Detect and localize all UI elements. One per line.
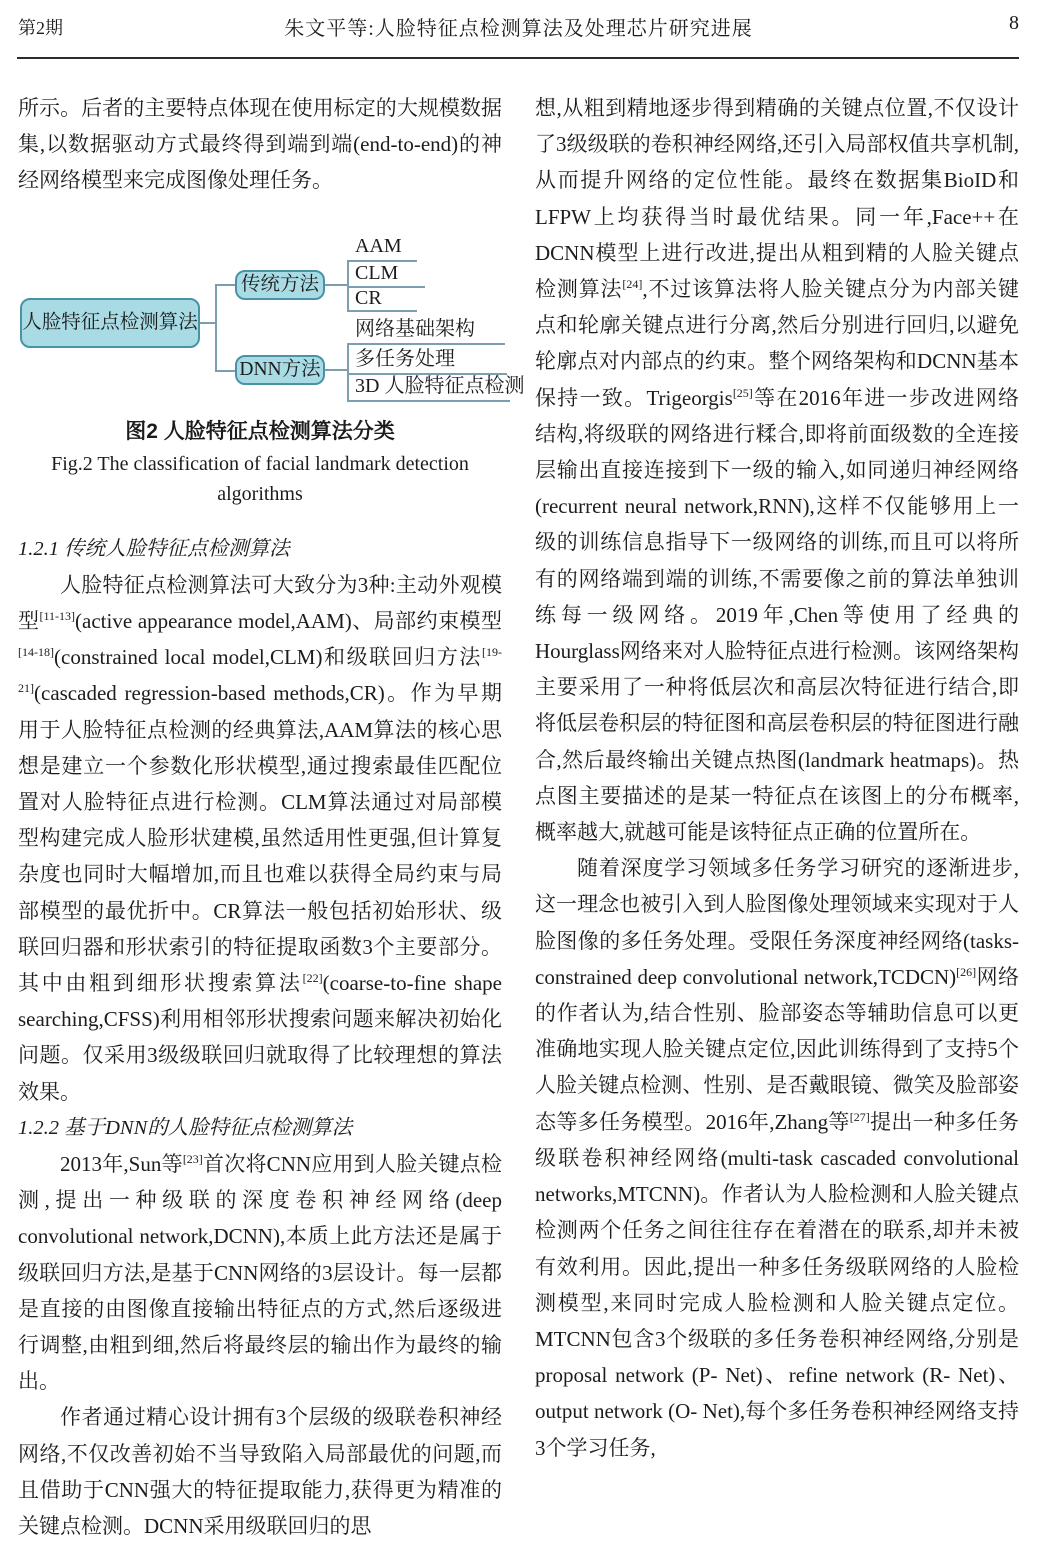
leaf-label-multitask: 多任务处理	[355, 347, 455, 370]
connector-line	[215, 284, 217, 372]
connector-line	[347, 310, 417, 312]
page-number: 8	[1009, 12, 1019, 34]
running-title: 朱文平等:人脸特征点检测算法及处理芯片研究进展	[284, 18, 753, 40]
branch-node-dnn: DNN方法	[235, 355, 325, 385]
right-column	[535, 90, 1019, 1466]
left-column	[18, 90, 525, 1544]
leaf-label-cr: CR	[355, 286, 382, 309]
body-paragraph-122b: 作者通过精心设计拥有3个层级的级联卷积神经网络,不仅改善初始不当导致陷入局部最优的问题,而且借助于CNN强大的特征提取能力,获得更为精准的关键点检测。DCNN采用级联回归的思	[18, 1405, 502, 1539]
body-paragraph-122a: 2013年,Sun等[23]首次将CNN应用到人脸关键点检测,提出一种级联的深度卷积神经网络(deep convolutional network,DCNN),本质上此方法还是属于级联回归方法,是基于CNN网络的3层设计。每一层都是直接的由图像直接输出特征点的方式,然后逐级进行调整,由粗到细,然后将最终层的输出作为最终的输出。	[18, 1152, 502, 1394]
issue-label: 第2期	[18, 18, 63, 38]
section-heading-122: 1.2.2 基于DNN的人脸特征点检测算法	[18, 1116, 353, 1139]
connector-line	[347, 343, 505, 345]
section-heading-121: 1.2.1 传统人脸特征点检测算法	[18, 537, 290, 560]
leaf-label-network-arch: 网络基础架构	[355, 317, 475, 340]
connector-line	[347, 400, 510, 402]
connector-line	[215, 370, 235, 372]
connector-line	[325, 369, 349, 371]
leaf-label-aam: AAM	[355, 234, 402, 257]
leaf-label-clm: CLM	[355, 261, 399, 284]
header-divider	[17, 57, 1019, 59]
body-paragraph-intro: 所示。后者的主要特点体现在使用标定的大规模数据集,以数据驱动方式最终得到端到端(end-to-end)的神经网络模型来完成图像处理任务。	[18, 96, 502, 193]
connector-line	[200, 322, 216, 324]
connector-line	[325, 284, 349, 286]
leaf-label-3d-landmark: 3D 人脸特征点检测	[355, 374, 525, 397]
root-node: 人脸特征点检测算法	[20, 298, 200, 348]
body-paragraph-r2: 随着深度学习领域多任务学习研究的逐渐进步,这一理念也被引入到人脸图像处理领域来实现对于人脸图像的多任务处理。受限任务深度神经网络(tasks- constrained deep convolutional network,TCDCN)[26]网络的作者认为,结合性别、脸部姿态等辅助信息可以更准确地实现人脸关键点定位,因此训练得到了支持5个人脸关键点检测、性别、是否戴眼镜、微笑及脸部姿态等多任务模型。2016年,Zhang等[27]提出一种多任务级联卷积神经网络(multi-task cascaded convolutional networks,MTCNN)。作者认为人脸检测和人脸关键点检测两个任务之间往往存在着潜在的联系,却并未被有效利用。因此,提出一种多任务级联网络的人脸检测模型,来同时完成人脸检测和人脸关键点定位。MTCNN包含3个级联的多任务卷积神经网络,分别是proposal network (P- Net)、refine network (R- Net)、output network (O- Net),每个多任务卷积神经网络支持3个学习任务,	[535, 856, 1019, 1460]
body-paragraph-121: 人脸特征点检测算法可大致分为3种:主动外观模型[11-13](active appearance model,AAM)、局部约束模型[14-18](constrained local model,CLM)和级联回归方法[19-21](cascaded regression-based methods,CR)。作为早期用于人脸特征点检测的经典算法,AAM算法的核心思想是建立一个参数化形状模型,通过搜索最佳匹配位置对人脸特征点进行检测。CLM算法通过对局部模型构建完成人脸形状建模,虽然适用性更强,但计算复杂度也同时大幅增加,而且也难以获得全局约束与局部模型的最优折中。CR算法一般包括初始形状、级联回归器和形状索引的特征提取函数3个主要部分。其中由粗到细形状搜索算法[22](coarse-to-fine shape searching,CFSS)利用相邻形状搜索问题来解决初始化问题。仅采用3级级联回归就取得了比较理想的算法效果。	[18, 572, 502, 1104]
connector-line	[215, 284, 235, 286]
figure-caption-zh: 图2 人脸特征点检测算法分类	[125, 419, 395, 443]
body-paragraph-r1: 想,从粗到精地逐步得到精确的关键点位置,不仅设计了3级级联的卷积神经网络,还引入局部权值共享机制,从而提升网络的定位性能。最终在数据集BioID和LFPW上均获得当时最优结果。同一年,Face++在DCNN模型上进行改进,提出从粗到精的人脸关键点检测算法[24],不过该算法将人脸关键点分为内部关键点和轮廓关键点进行分离,然后分别进行回归,以避免轮廓点对内部点的约束。整个网络架构和DCNN基本保持一致。Trigeorgis[25]等在2016年进一步改进网络结构,将级联的网络进行糅合,即将前面级数的全连接层输出直接连接到下一级的输入,如同递归神经网络(recurrent neural network,RNN),这样不仅能够用上一级的训练信息指导下一级网络的训练,而且可以将所有的网络端到端的训练,不需要像之前的算法单独训练每一级网络。2019年,Chen等使用了经典的Hourglass网络来对人脸特征点进行检测。该网络架构主要采用了一种将低层次和高层次特征进行结合,即将低层卷积层的特征图和高层卷积层的特征图进行融合,然后最终输出关键点热图(landmark heatmaps)。热点图主要描述的是某一特征点在该图上的分布概率,概率越大,就越可能是该特征点正确的位置所在。	[535, 96, 1020, 845]
figure-diagram	[18, 233, 525, 405]
branch-node-traditional: 传统方法	[235, 270, 325, 300]
figure-caption-en: Fig.2 The classification of facial landmark detection algorithms	[51, 452, 469, 505]
